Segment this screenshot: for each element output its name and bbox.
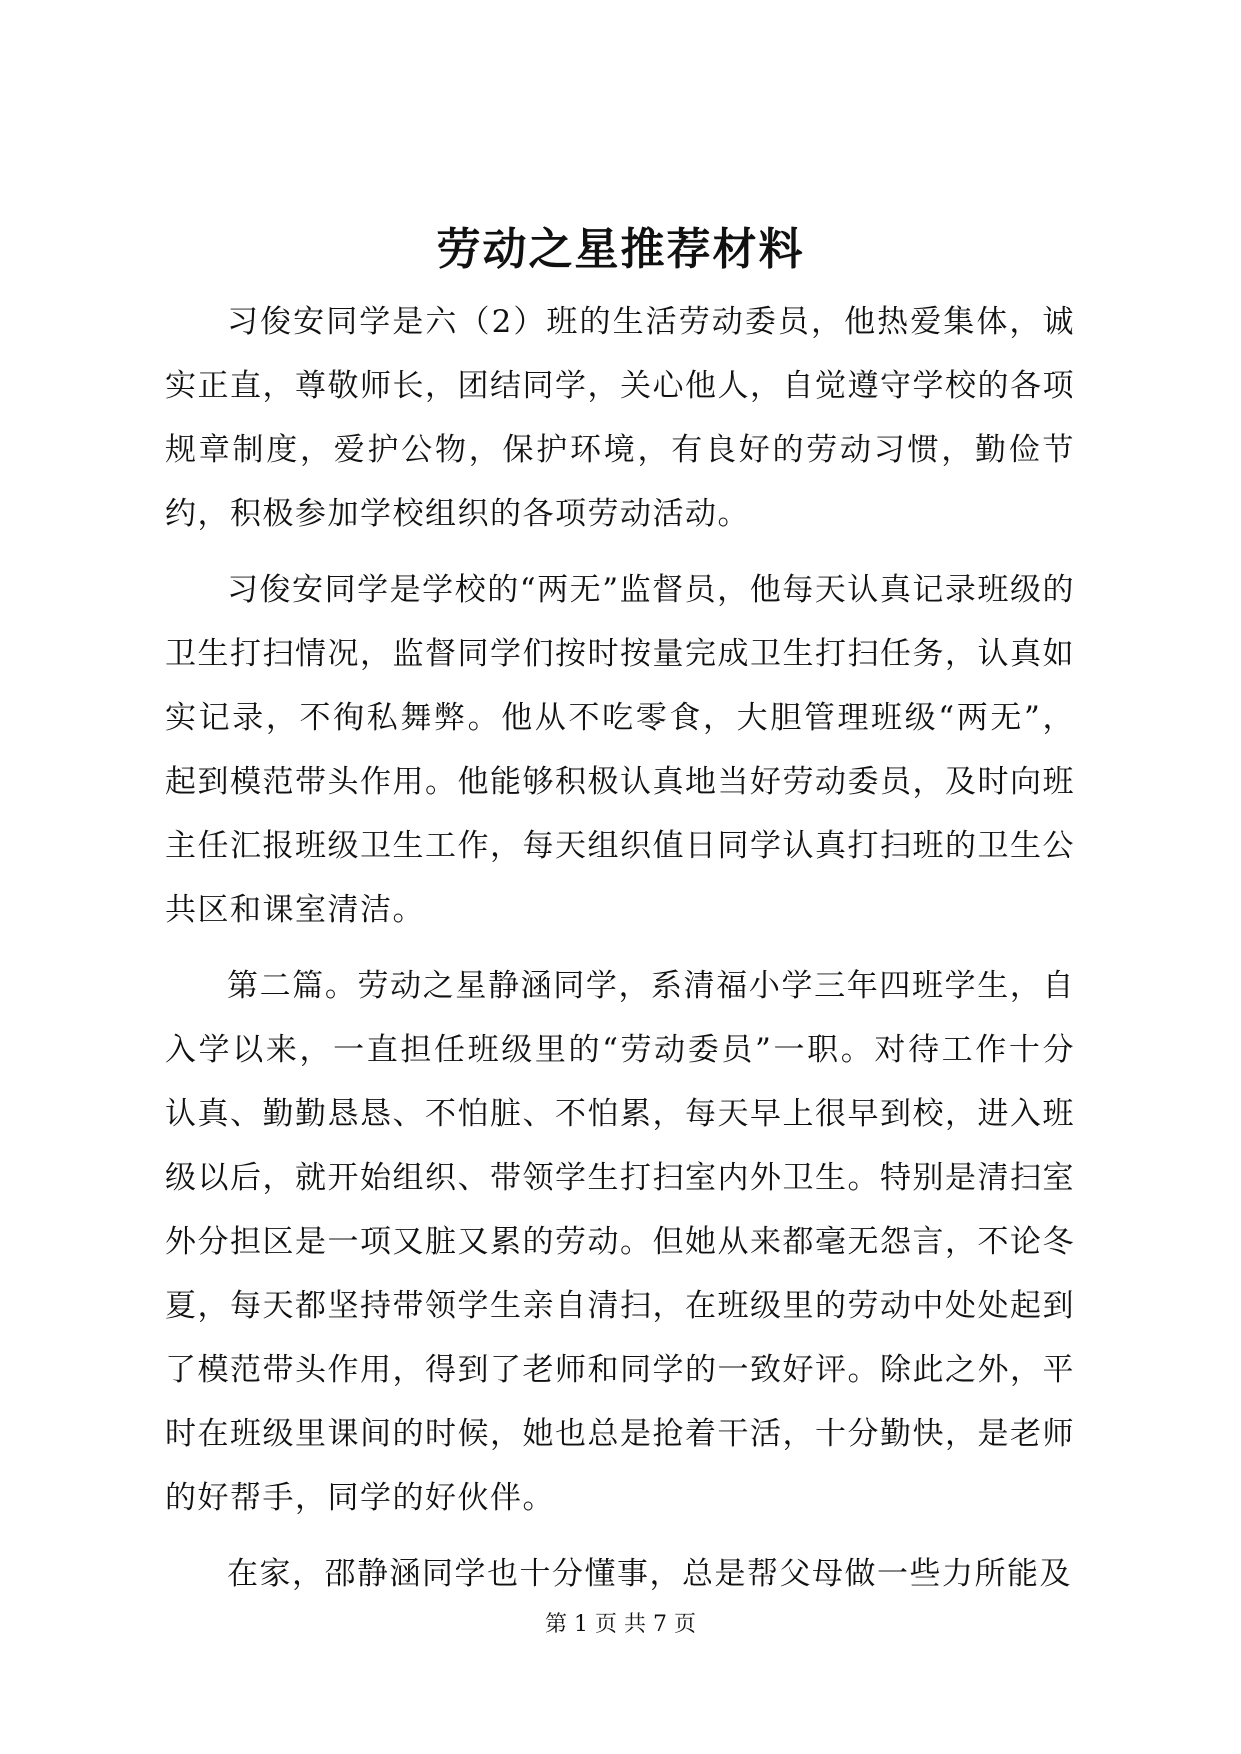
document-title: 劳动之星推荐材料 bbox=[436, 224, 805, 275]
page-footer: 第 1 页 共 7 页 bbox=[545, 1612, 696, 1637]
paragraph-3: 第二篇。劳动之星静涵同学，系清福小学三年四班学生，自入学以来，一直担任班级里的“劳动委员”一职。对待工作十分认真、勤勤恳恳、不怕脏、不怕累，每天早上很早到校，进入班级以后，就开始组织、带领学生打扫室内外卫生。特别是清扫室外分担区是一项又脏又累的劳动。但她从来都毫无怨言，不论冬夏，每天都坚持带领学生亲自清扫，在班级里的劳动中处处起到了模范带头作用，得到了老师和同学的一致好评。除此之外，平时在班级里课间的时候，她也总是抢着干活，十分勤快，是老师的好帮手，同学的好伙伴。 bbox=[165, 968, 1075, 1516]
paragraph-2: 习俊安同学是学校的“两无”监督员，他每天认真记录班级的卫生打扫情况，监督同学们按时按量完成卫生打扫任务，认真如实记录，不徇私舞弊。他从不吃零食，大胆管理班级“两无”，起到模范带头作用。他能够积极认真地当好劳动委员，及时向班主任汇报班级卫生工作，每天组织值日同学认真打扫班的卫生公共区和课室清洁。 bbox=[165, 572, 1075, 928]
document-body bbox=[165, 290, 1075, 1618]
paragraph-4: 在家，邵静涵同学也十分懂事，总是帮父母做一些力所能及 bbox=[227, 1556, 1072, 1592]
paragraph-1: 习俊安同学是六（2）班的生活劳动委员，他热爱集体，诚实正直，尊敬师长，团结同学，关心他人，自觉遵守学校的各项规章制度，爱护公物，保护环境，有良好的劳动习惯，勤俭节约，积极参加学校组织的各项劳动活动。 bbox=[165, 304, 1075, 532]
